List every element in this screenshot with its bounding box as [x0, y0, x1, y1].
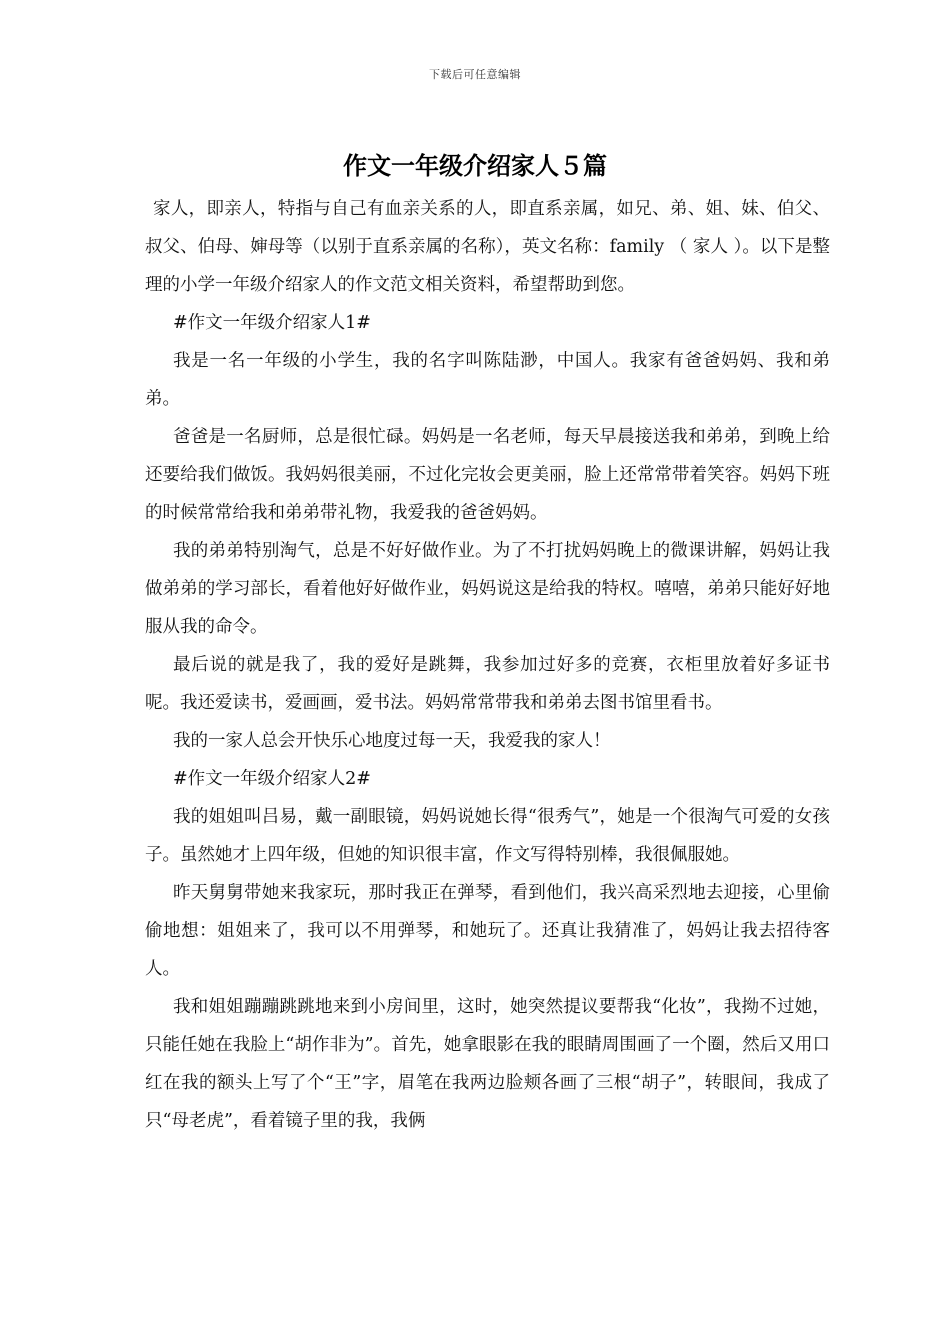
essay-2-heading: #作文一年级介绍家人2# — [173, 769, 371, 789]
document-title: 作文一年级介绍家人５篇 — [343, 152, 607, 180]
document-body — [145, 190, 830, 1140]
essay-2-paragraph-3: 我和姐姐蹦蹦跳跳地来到小房间里，这时，她突然提议要帮我“化妆”，我拗不过她，只能任她在我脸上“胡作非为”。首先，她拿眼影在我的眼睛周围画了一个圈，然后又用口红在我的额头上写了个“王”字，眉笔在我两边脸颊各画了三根“胡子”，转眼间，我成了只“母老虎”，看着镜子里的我，我俩 — [145, 997, 830, 1131]
essay-2-paragraph-2: 昨天舅舅带她来我家玩，那时我正在弹琴，看到他们，我兴高采烈地去迎接，心里偷偷地想：姐姐来了，我可以不用弹琴，和她玩了。还真让我猜准了，妈妈让我去招待客人。 — [145, 883, 830, 979]
essay-1-paragraph-4: 最后说的就是我了，我的爱好是跳舞，我参加过好多的竞赛，衣柜里放着好多证书呢。我还爱读书，爱画画，爱书法。妈妈常常带我和弟弟去图书馆里看书。 — [145, 655, 830, 713]
essay-1-paragraph-1: 我是一名一年级的小学生，我的名字叫陈陆渺，中国人。我家有爸爸妈妈、我和弟弟。 — [145, 351, 830, 409]
page-header-note: 下载后可任意编辑 — [429, 68, 521, 81]
essay-1-paragraph-2: 爸爸是一名厨师，总是很忙碌。妈妈是一名老师，每天早晨接送我和弟弟，到晚上给还要给我们做饭。我妈妈很美丽，不过化完妆会更美丽，脸上还常常带着笑容。妈妈下班的时候常常给我和弟弟带礼物，我爱我的爸爸妈妈。 — [145, 427, 830, 523]
essay-1-paragraph-3: 我的弟弟特别淘气，总是不好好做作业。为了不打扰妈妈晚上的微课讲解，妈妈让我做弟弟的学习部长，看着他好好做作业，妈妈说这是给我的特权。嘻嘻，弟弟只能好好地服从我的命令。 — [145, 541, 830, 637]
essay-1-heading: #作文一年级介绍家人1# — [173, 313, 371, 333]
intro-paragraph: 家人，即亲人，特指与自己有血亲关系的人，即直系亲属，如兄、弟、姐、妹、伯父、叔父、伯母、婶母等（以别于直系亲属的名称），英文名称：family （ 家人 ）。以下是整理的小学一年级介绍家人的作文范文相关资料，希望帮助到您。 — [145, 199, 830, 295]
essay-2-paragraph-1: 我的姐姐叫吕易，戴一副眼镜，妈妈说她长得“很秀气”，她是一个很淘气可爱的女孩子。虽然她才上四年级，但她的知识很丰富，作文写得特别棒，我很佩服她。 — [145, 807, 830, 865]
essay-1-paragraph-5: 我的一家人总会开快乐心地度过每一天，我爱我的家人！ — [173, 731, 611, 751]
